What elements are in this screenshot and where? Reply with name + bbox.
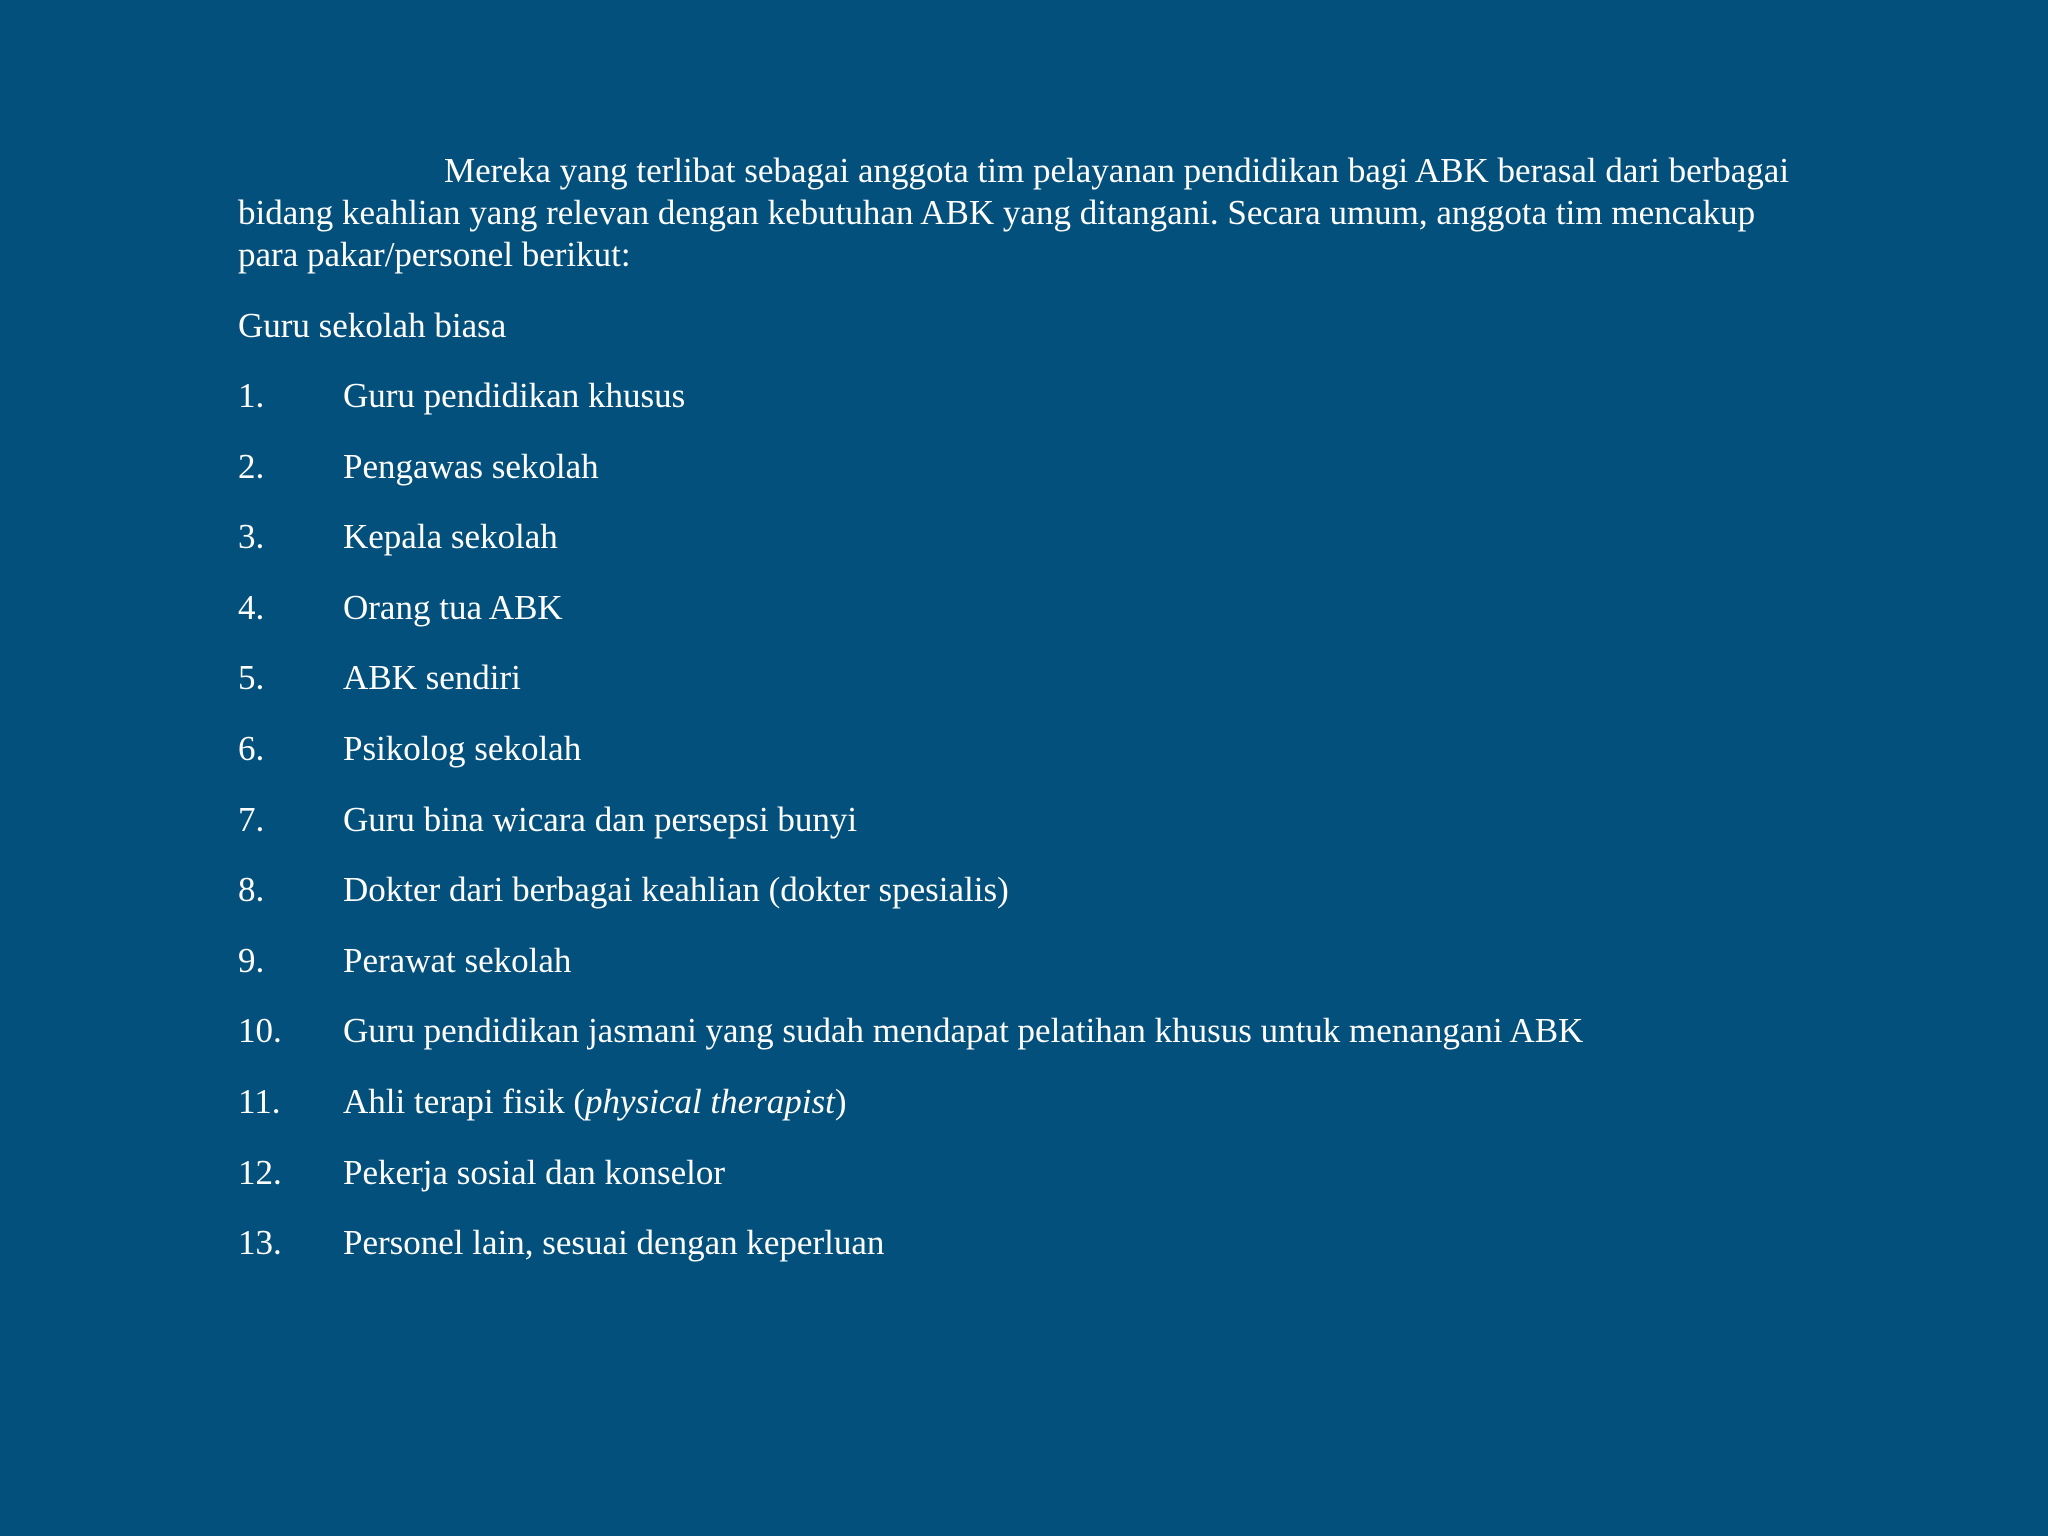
item-text: ABK sendiri <box>343 658 521 698</box>
list-item <box>238 516 1583 587</box>
list-item <box>238 728 1583 799</box>
item-text-after: ) <box>834 1081 847 1121</box>
item-text: Guru bina wicara dan persepsi bunyi <box>343 799 858 839</box>
item-number: 1. <box>238 376 265 415</box>
item-text-before: Ahli terapi fisik ( <box>343 1081 586 1121</box>
item-text: Guru pendidikan khusus <box>343 376 686 415</box>
item-number: 7. <box>238 799 265 839</box>
item-number: 8. <box>238 870 265 910</box>
item-text: Kepala sekolah <box>343 517 558 557</box>
list-item <box>238 1222 1583 1293</box>
list-item <box>238 869 1583 940</box>
list-item <box>238 1081 1583 1152</box>
list-item <box>238 657 1583 728</box>
item-text: Orang tua ABK <box>343 587 563 627</box>
list-item <box>238 940 1583 1011</box>
item-number: 11. <box>238 1081 281 1121</box>
list-item <box>238 446 1583 517</box>
item-number: 12. <box>238 1152 282 1192</box>
list-item <box>238 799 1583 870</box>
item-text: Guru pendidikan jasmani yang sudah mendapat pelatihan khusus untuk menangani ABK <box>343 1011 1584 1051</box>
item-number: 3. <box>238 517 265 557</box>
item-text: Pengawas sekolah <box>343 446 599 486</box>
personnel-list <box>238 375 1583 1293</box>
intro-paragraph: Mereka yang terlibat sebagai anggota tim pelayanan pendidikan bagi ABK berasal dari berbagai bidang keahlian yang relevan dengan kebutuhan ABK yang ditangani. Secara umum, anggota tim mencakup para pakar/personel berikut: <box>238 151 1790 274</box>
item-number: 2. <box>238 446 265 486</box>
item-text: Psikolog sekolah <box>343 728 582 768</box>
item-number: 10. <box>238 1011 282 1051</box>
item-text: Dokter dari berbagai keahlian (dokter spesialis) <box>343 870 1009 910</box>
list-heading: Guru sekolah biasa <box>238 306 507 345</box>
list-item <box>238 587 1583 658</box>
item-number: 6. <box>238 728 265 768</box>
item-text <box>343 1082 847 1121</box>
item-number: 4. <box>238 587 265 627</box>
item-text: Perawat sekolah <box>343 940 572 980</box>
list-item <box>238 375 1583 446</box>
list-item <box>238 1010 1583 1081</box>
item-number: 9. <box>238 940 265 980</box>
item-text: Personel lain, sesuai dengan keperluan <box>343 1223 885 1263</box>
item-number: 13. <box>238 1223 282 1263</box>
item-text: Pekerja sosial dan konselor <box>343 1152 725 1192</box>
item-number: 5. <box>238 658 265 698</box>
item-text-italic: physical therapist <box>585 1081 835 1121</box>
list-item <box>238 1152 1583 1223</box>
